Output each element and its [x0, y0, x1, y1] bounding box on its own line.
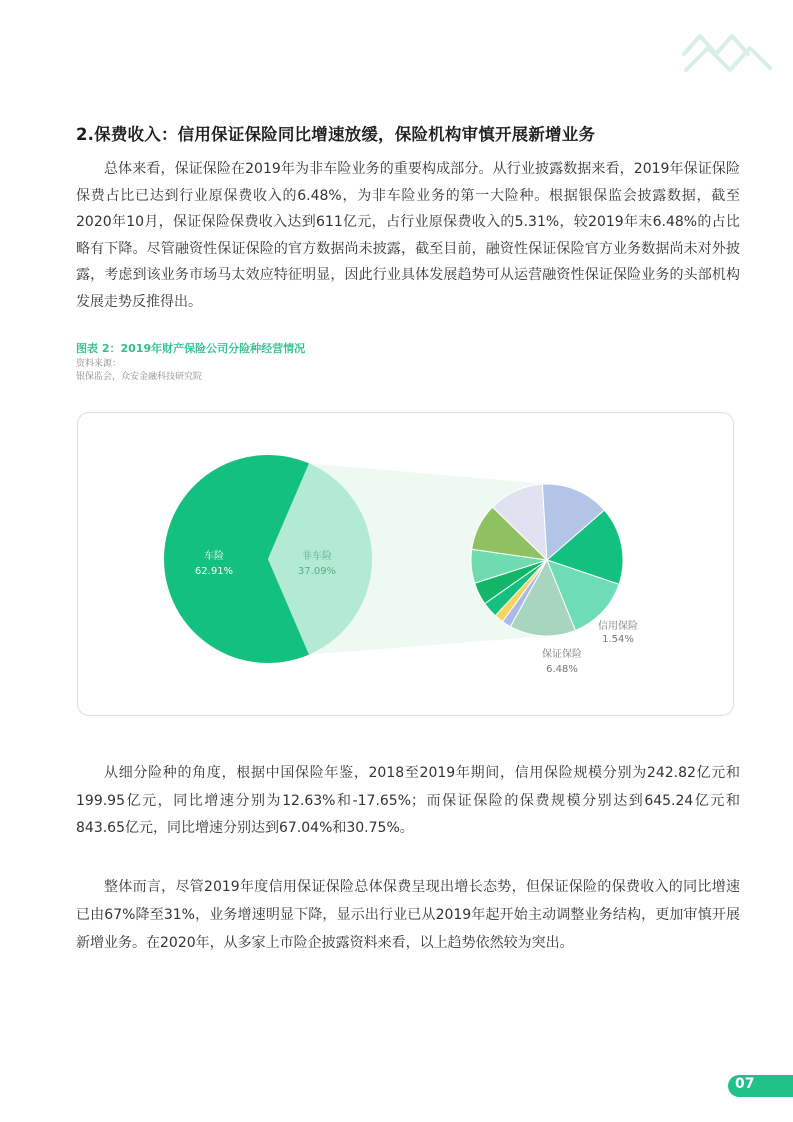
page-number: 07	[735, 1076, 755, 1092]
figure-title: 图表 2：2019年财产保险公司分险种经营情况	[76, 342, 306, 355]
label-noncar-value: 37.09%	[297, 566, 337, 577]
figure-source-text: 银保监会，众安金融科技研究院	[76, 372, 203, 382]
callout-surety-insurance-name: 保证保险	[542, 649, 582, 660]
paragraph-overview: 总体来看，保证保险在2019年为非车险业务的重要构成部分。从行业披露数据来看，2019年保证保险保费占比已达到行业原保费收入的6.48%，为非车险业务的第一大险种。根据银保监会披露数据，截至2020年10月，保证保险保费收入达到611亿元，占行业原保费收入的5.31%，较2019年末6.48%的占比略有下降。尽管融资性保证保险的官方数据尚未披露，截至目前，融资性保证保险官方业务数据尚未对外披露，考虑到该业务市场马太效应特征明显，因此行业具体发展趋势可从运营融资性保证保险业务的头部机构发展走势反推得出。	[76, 161, 740, 310]
label-car-name: 车险	[204, 551, 224, 562]
callout-credit-insurance-name: 信用保险	[598, 621, 638, 632]
callout-surety-insurance-value: 6.48%	[546, 664, 578, 675]
pie-chart-panel	[77, 412, 734, 716]
section-heading: 2.保费收入：信用保证保险同比增速放缓，保险机构审慎开展新增业务	[76, 125, 596, 144]
paragraph-segments: 从细分险种的角度，根据中国保险年鉴，2018至2019年期间，信用保险规模分别为242.82亿元和199.95亿元，同比增速分别为12.63%和-17.65%；而保证保险的保费规模分别达到645.24亿元和843.65亿元，同比增速分别达到67.04%和30.75%。	[76, 765, 740, 836]
label-noncar-name: 非车险	[302, 551, 332, 562]
paragraph-summary: 整体而言，尽管2019年度信用保证保险总体保费呈现出增长态势，但保证保险的保费收入的同比增速已由67%降至31%，业务增速明显下降，显示出行业已从2019年起开始主动调整业务结构，更加审慎开展新增业务。在2020年，从多家上市险企披露资料来看，以上趋势依然较为突出。	[76, 879, 740, 951]
figure-source-label: 资料来源：	[76, 359, 122, 369]
mountain-logo-icon	[678, 14, 774, 74]
pie-of-pie-chart	[78, 413, 735, 717]
label-car-value: 62.91%	[194, 566, 234, 577]
callout-credit-insurance-value: 1.54%	[602, 634, 634, 645]
figure-source	[76, 358, 202, 384]
